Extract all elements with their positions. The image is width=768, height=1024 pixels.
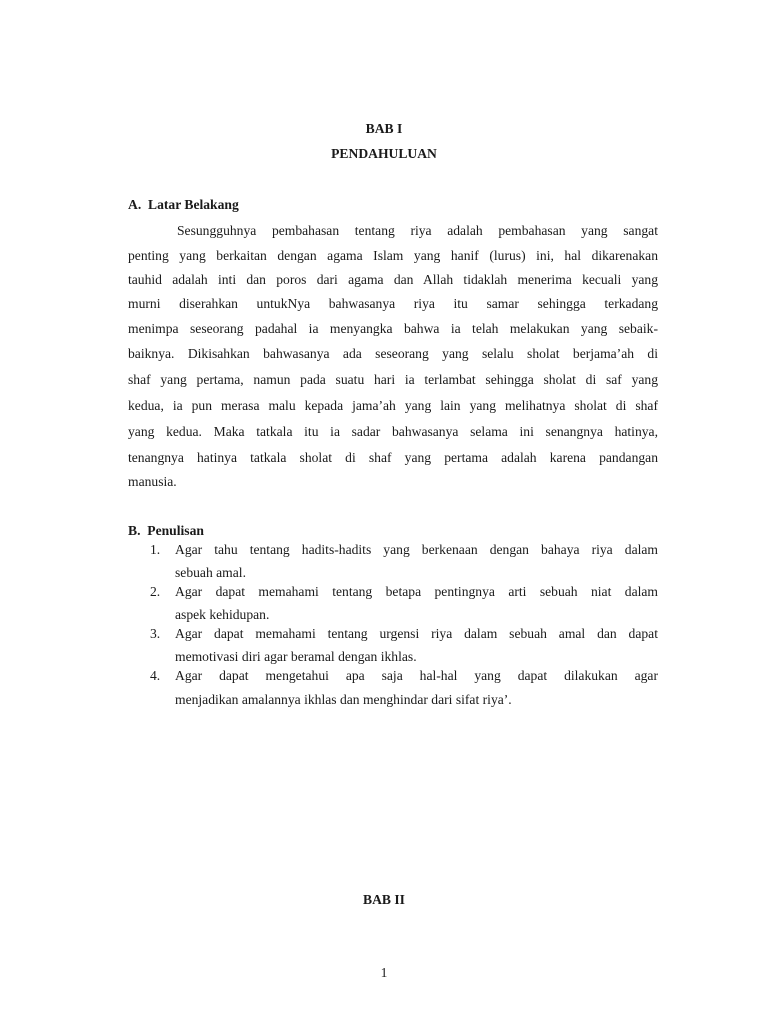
paragraph-line: shaf yang pertama, namun pada suatu hari ia terlambat sehingga sholat di saf yang: [128, 372, 658, 387]
list-number: 4.: [150, 668, 161, 683]
page-number: 1: [380, 965, 388, 980]
list-item-line: aspek kehidupan.: [175, 607, 270, 622]
paragraph-line: murni diserahkan untukNya bahwasanya riya itu samar sehingga terkadang: [128, 296, 658, 311]
list-item-line: sebuah amal.: [175, 565, 246, 580]
list-item-line: Agar tahu tentang hadits-hadits yang berkenaan dengan bahaya riya dalam: [175, 542, 658, 557]
section-a-heading: A. Latar Belakang: [128, 197, 239, 212]
chapter-subtitle: PENDAHULUAN: [331, 146, 437, 161]
list-number: 1.: [150, 542, 161, 557]
list-item-line: menjadikan amalannya ikhlas dan menghindar dari sifat riya’.: [175, 692, 512, 707]
list-number: 3.: [150, 626, 161, 641]
list-item-line: memotivasi diri agar beramal dengan ikhlas.: [175, 649, 417, 664]
list-item-line: Agar dapat mengetahui apa saja hal-hal yang dapat dilakukan agar: [175, 668, 658, 683]
paragraph-line: tenangnya hatinya tatkala sholat di shaf yang pertama adalah karena pandangan: [128, 450, 658, 465]
paragraph-line: kedua, ia pun merasa malu kepada jama’ah yang lain yang melihatnya sholat di shaf: [128, 398, 658, 413]
paragraph-line: manusia.: [128, 474, 177, 489]
chapter-title: BAB I: [365, 121, 403, 136]
list-item-line: Agar dapat memahami tentang urgensi riya dalam sebuah amal dan dapat: [175, 626, 658, 641]
paragraph-line: yang kedua. Maka tatkala itu ia sadar bahwasanya selama ini senangnya hatinya,: [128, 424, 658, 439]
paragraph-line: penting yang berkaitan dengan agama Islam yang hanif (lurus) ini, hal dikarenakan: [128, 248, 658, 263]
list-number: 2.: [150, 584, 161, 599]
paragraph-line: tauhid adalah inti dan poros dari agama dan Allah tidaklah menerima kecuali yang: [128, 272, 658, 287]
section-b-heading: B. Penulisan: [128, 523, 204, 538]
list-item-line: Agar dapat memahami tentang betapa pentingnya arti sebuah niat dalam: [175, 584, 658, 599]
next-chapter-title: BAB II: [363, 892, 405, 907]
paragraph-line: baiknya. Dikisahkan bahwasanya ada seseorang yang selalu sholat berjama’ah di: [128, 346, 658, 361]
paragraph-line: Sesungguhnya pembahasan tentang riya adalah pembahasan yang sangat: [177, 223, 658, 238]
paragraph-line: menimpa seseorang padahal ia menyangka bahwa ia telah melakukan yang sebaik-: [128, 321, 658, 336]
